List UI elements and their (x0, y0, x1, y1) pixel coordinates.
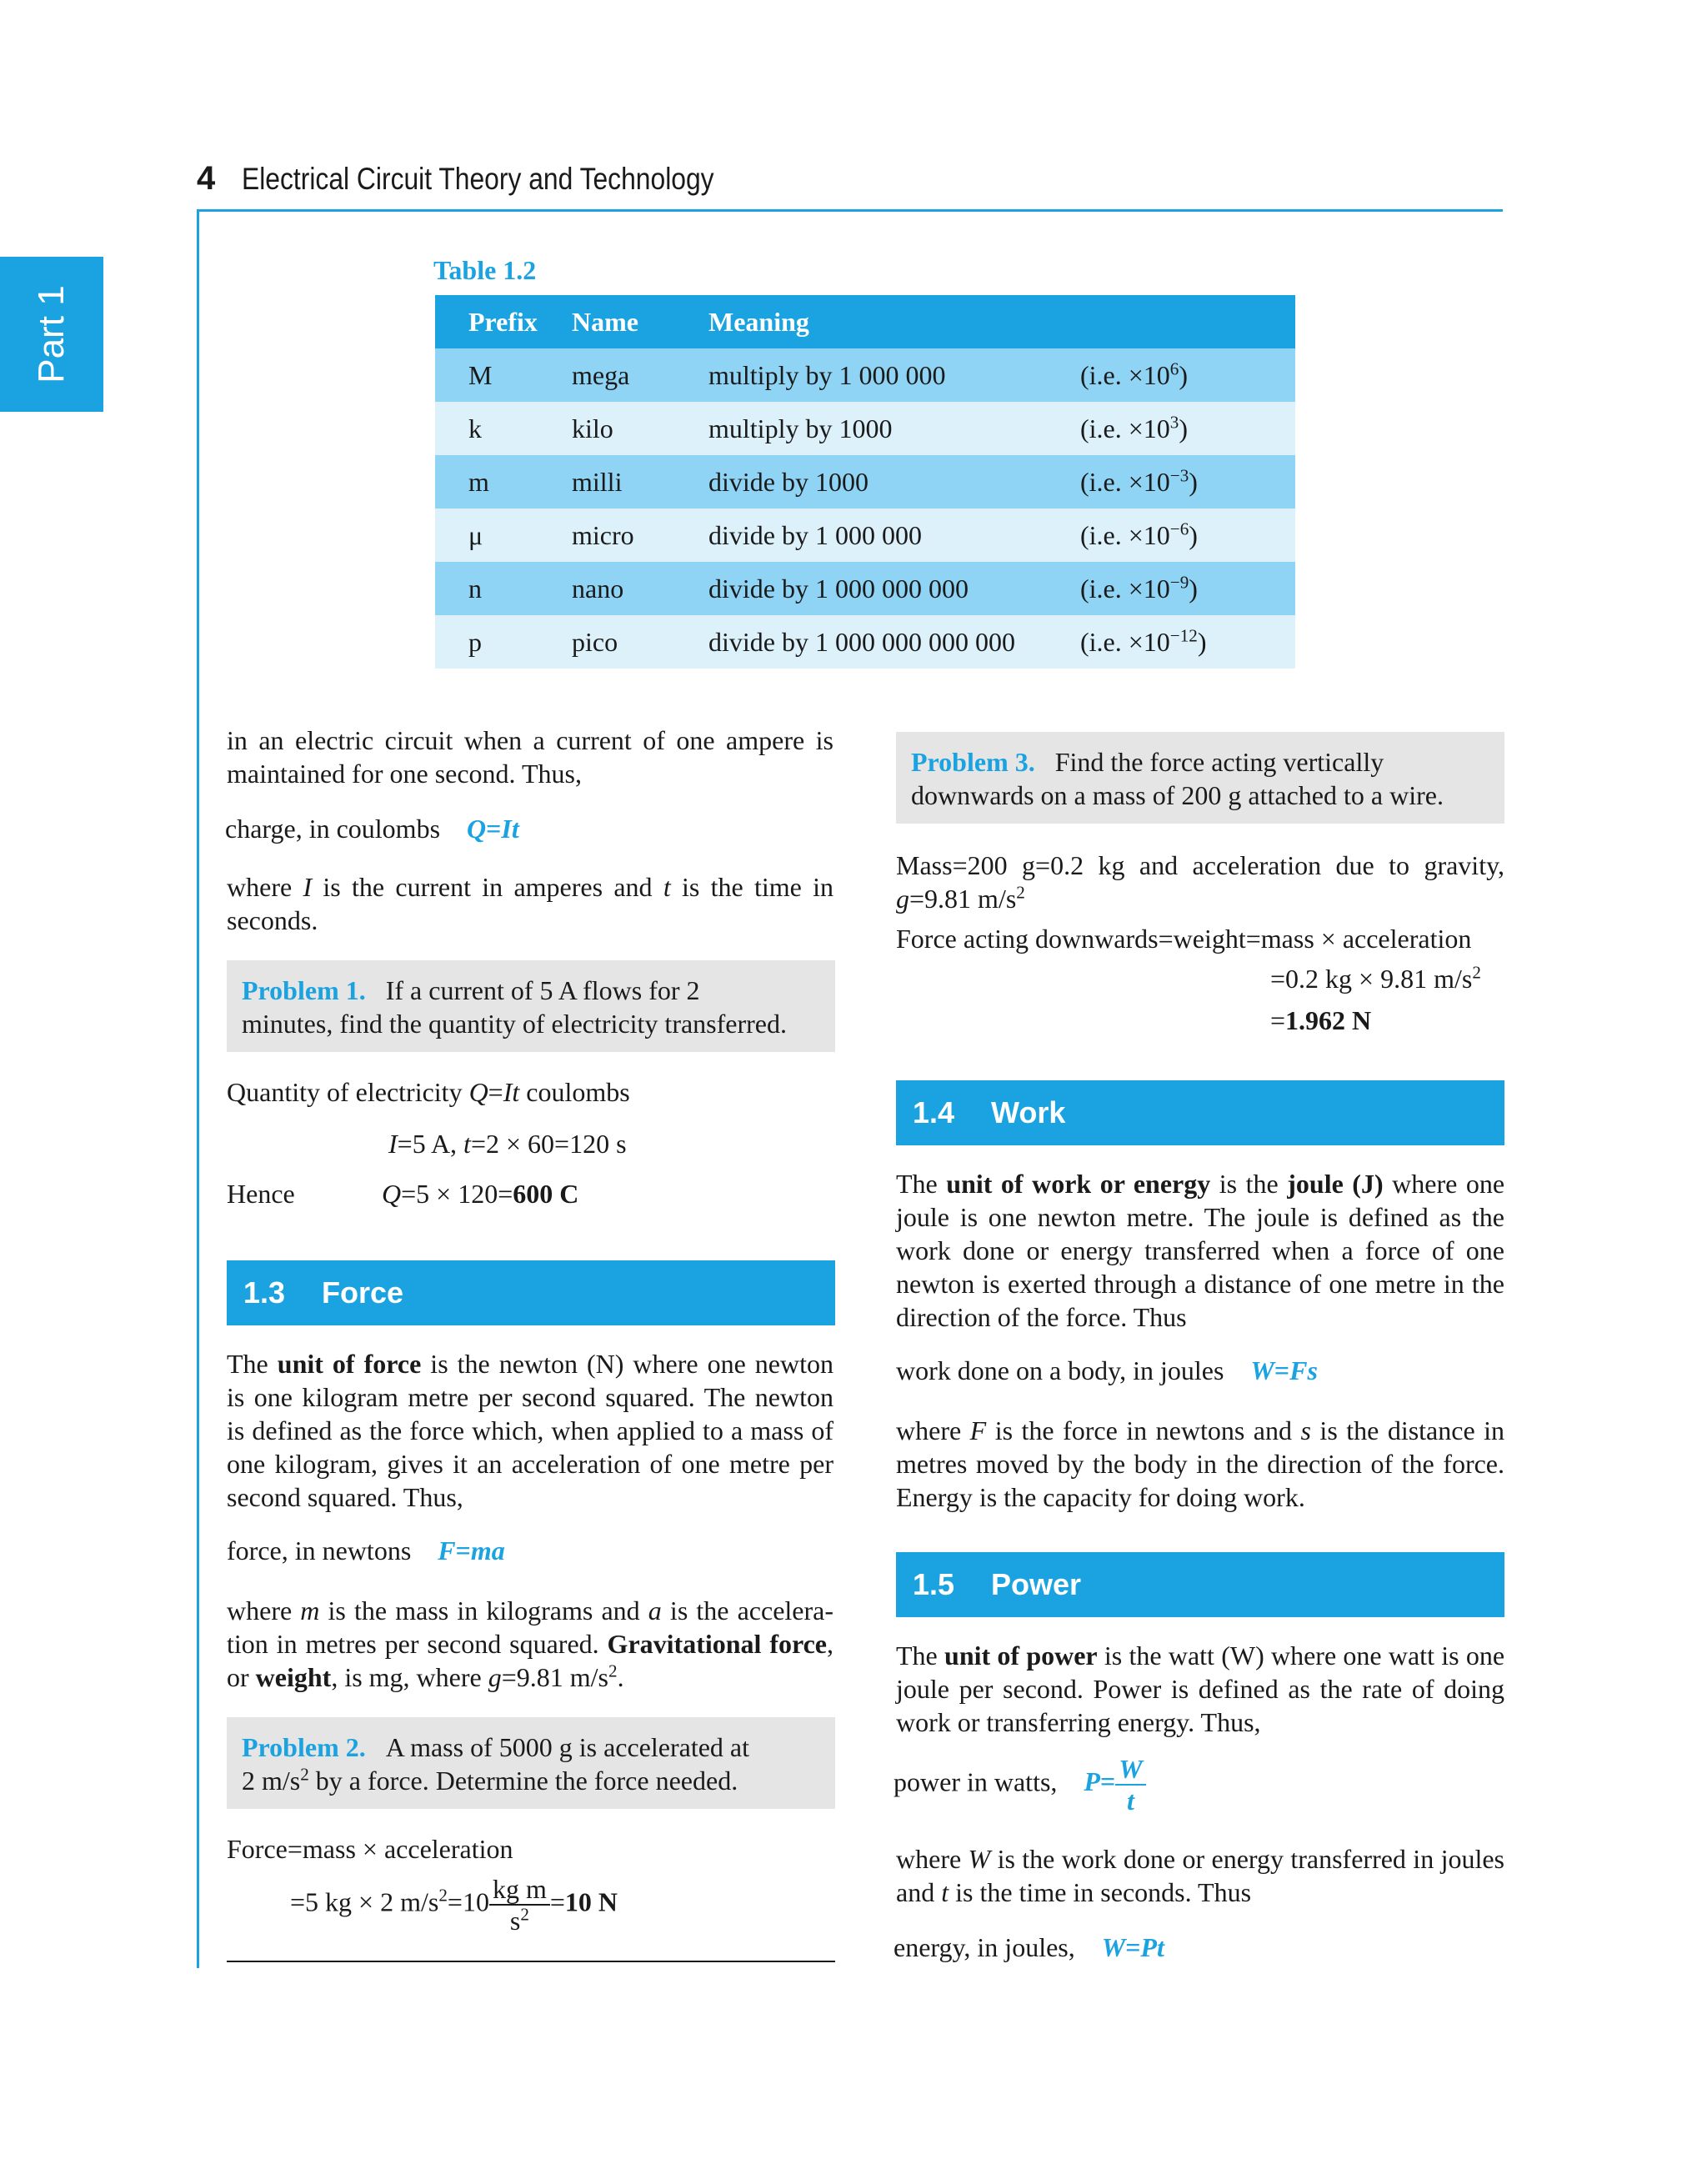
table-cell-name: nano (572, 562, 708, 615)
charge-formula: Q=It (467, 814, 519, 844)
force-paragraph-line-5: second squared. Thus, (227, 1482, 463, 1512)
table-header-blank (1080, 295, 1295, 348)
table-cell-prefix: M (435, 348, 572, 402)
problem-1-label: Problem 1. (242, 975, 366, 1005)
power-exponent: −3 (1169, 464, 1189, 485)
where-work-line-1: where W is the work done or energy transferred in joules (896, 1844, 1505, 1874)
power-fraction: $\frac{W}{t}$ (1115, 1754, 1145, 1816)
force-calc-line: =5 kg × 2 $m/s^2=10$ $\frac{\text{kg m}}{s^2}$ =10 N (290, 1874, 618, 1936)
table-cell-power: (i.e. $\times 10^{-12}$) (1080, 615, 1295, 669)
force-paragraph-line-2: is one kilogram metre per second squared. The newton (227, 1382, 833, 1412)
force-downwards-result: =1.962 N (1270, 1005, 1372, 1035)
column-end-rule (227, 1961, 835, 1962)
table-cell-name: micro (572, 508, 708, 562)
table-cell-name: milli (572, 455, 708, 508)
where-force-line-3: Energy is the capacity for doing work. (896, 1482, 1305, 1512)
work-paragraph-line-1: The unit of work or energy is the joule (J) where one (896, 1169, 1505, 1199)
force-formula-line (227, 1535, 505, 1566)
table-cell-prefix: m (435, 455, 572, 508)
hence-equation: Q=5 × 120=600 C (382, 1179, 579, 1209)
book-title: Electrical Circuit Theory and Technology (242, 162, 714, 196)
work-paragraph-line-3: work done or energy transferred when a force of one (896, 1235, 1504, 1265)
power-paragraph-line-2: joule per second. Power is defined as the rate of doing (896, 1674, 1504, 1704)
work-paragraph-line-4: newton is exerted through a distance of one metre in the (896, 1269, 1504, 1299)
force-downwards-line: Force acting downwards=weight=mass × acceleration (896, 924, 1472, 954)
header-rule (197, 209, 1503, 212)
table-row (435, 562, 1295, 615)
table-cell-power: (i.e. $\times 10^6$) (1080, 348, 1295, 402)
power-paragraph-line-3: work or transferring energy. Thus, (896, 1707, 1261, 1737)
table-row (435, 348, 1295, 402)
table-header-row (435, 295, 1295, 348)
table-cell-meaning: divide by 1 000 000 (708, 508, 1080, 562)
problem-1-box (227, 960, 835, 1052)
hence-label: Hence (227, 1179, 295, 1209)
force-label: force, in newtons (227, 1535, 412, 1565)
table-header-prefix: Prefix (435, 295, 572, 348)
force-paragraph-line-1: The unit of force is the newton (N) where one newton (227, 1349, 834, 1379)
table-cell-meaning: multiply by 1000 (708, 402, 1080, 455)
section-title: Work (991, 1095, 1066, 1130)
force-downwards-calc: =0.2 kg × 9.81 $m/s^2$ (1270, 962, 1481, 994)
energy-formula: W=Pt (1101, 1932, 1164, 1962)
section-1-5-header (896, 1552, 1504, 1617)
force-paragraph-line-3: is defined as the force which, when applied to a mass of (227, 1415, 833, 1445)
work-paragraph-line-5: direction of the force. Thus (896, 1302, 1187, 1332)
work-formula: W=Fs (1250, 1355, 1318, 1385)
power-formula: P= $\frac{W}{t}$ (1084, 1766, 1145, 1796)
table-row (435, 615, 1295, 669)
where-force-line-1: where F is the force in newtons and s is the distance in (896, 1415, 1505, 1445)
where-current-line-2: seconds. (227, 905, 318, 935)
table-cell-prefix: k (435, 402, 572, 455)
work-formula-line (896, 1355, 1318, 1386)
table-row (435, 402, 1295, 455)
table-cell-prefix: p (435, 615, 572, 669)
section-number: 1.3 (243, 1275, 286, 1310)
page-number: 4 (197, 160, 216, 197)
quantity-line: Quantity of electricity Q=It coulombs (227, 1077, 630, 1107)
where-mass-line-1: where m is the mass in kilograms and a is the accelera- (227, 1595, 834, 1625)
intro-line-2: maintained for one second. Thus, (227, 759, 582, 789)
problem-2-text: Problem 2. A mass of 5000 g is accelerated at 2 $m/s^2$ by a force. Determine the force needed. (242, 1732, 750, 1796)
table-cell-name: mega (572, 348, 708, 402)
margin-rule (197, 209, 199, 1968)
mass-line-2: g=9.81 $m/s^2$ (896, 882, 1025, 914)
table-cell-power: (i.e. $\times 10^3$) (1080, 402, 1295, 455)
table-cell-prefix: n (435, 562, 572, 615)
table-cell-name: kilo (572, 402, 708, 455)
table-cell-power: (i.e. $\times 10^{-6}$) (1080, 508, 1295, 562)
power-label: power in watts, (894, 1766, 1058, 1797)
table-cell-meaning: divide by 1 000 000 000 000 (708, 615, 1080, 669)
problem-3-box (896, 732, 1504, 824)
where-work-line-2: and t is the time in seconds. Thus (896, 1877, 1252, 1907)
table-cell-meaning: divide by 1000 (708, 455, 1080, 508)
table-row (435, 455, 1295, 508)
table-cell-meaning: multiply by 1 000 000 (708, 348, 1080, 402)
table-cell-power: (i.e. $\times 10^{-9}$) (1080, 562, 1295, 615)
intro-line-1: in an electric circuit when a current of one ampere is (227, 725, 833, 755)
energy-formula-line (894, 1932, 1164, 1963)
problem-3-text: Problem 3. Find the force acting vertically downwards on a mass of 200 g attached to a wire. (911, 747, 1444, 810)
work-label: work done on a body, in joules (896, 1355, 1224, 1385)
section-number: 1.4 (913, 1095, 955, 1130)
where-mass-line-2: tion in metres per second squared. Gravitational force, (227, 1629, 833, 1659)
table-cell-meaning: divide by 1 000 000 000 (708, 562, 1080, 615)
force-paragraph-line-4: one kilogram, gives it an acceleration of one metre per (227, 1449, 833, 1479)
part-tab-label: Part 1 (31, 285, 72, 383)
where-mass-line-3: or weight, is mg, where g=9.81 $m/s^2$. (227, 1661, 624, 1692)
work-paragraph-line-2: joule is one newton metre. The joule is defined as the (896, 1202, 1504, 1232)
power-paragraph-line-1: The unit of power is the watt (W) where one watt is one (896, 1641, 1505, 1671)
energy-label: energy, in joules, (894, 1932, 1075, 1962)
table-header-name: Name (572, 295, 708, 348)
part-tab (0, 257, 103, 412)
force-formula: F=ma (438, 1535, 505, 1565)
table-cell-prefix: μ (435, 508, 572, 562)
where-current-line-1: where I is the current in amperes and t is the time in (227, 872, 834, 902)
power-exponent: −12 (1169, 624, 1198, 645)
current-time-line: I=5 A, t=2 × 60=120 s (388, 1129, 627, 1159)
charge-label: charge, in coulombs (225, 814, 441, 844)
table-caption: Table 1.2 (433, 255, 537, 285)
table-header-meaning: Meaning (708, 295, 1080, 348)
charge-formula-line (225, 814, 519, 844)
mass-line-1: Mass=200 g=0.2 kg and acceleration due to gravity, (896, 850, 1504, 880)
power-exponent: 6 (1169, 358, 1179, 378)
section-title: Force (322, 1275, 404, 1310)
section-title: Power (991, 1567, 1082, 1601)
section-1-4-header (896, 1080, 1504, 1145)
table-cell-name: pico (572, 615, 708, 669)
problem-3-label: Problem 3. (911, 747, 1035, 777)
power-formula-line (894, 1754, 1146, 1816)
section-number: 1.5 (913, 1567, 955, 1601)
power-exponent: 3 (1169, 411, 1179, 432)
power-exponent: −9 (1169, 571, 1189, 592)
power-exponent: −6 (1169, 518, 1189, 538)
table-row (435, 508, 1295, 562)
problem-1-text: Problem 1. If a current of 5 A flows for 2 minutes, find the quantity of electricity transferred. (242, 975, 787, 1039)
table-cell-power: (i.e. $\times 10^{-3}$) (1080, 455, 1295, 508)
force-mass-line: Force=mass × acceleration (227, 1834, 513, 1864)
problem-2-label: Problem 2. (242, 1732, 366, 1762)
prefix-table (435, 295, 1295, 669)
section-1-3-header (227, 1260, 835, 1325)
where-force-line-2: metres moved by the body in the direction of the force. (896, 1449, 1504, 1479)
problem-2-box (227, 1717, 835, 1809)
units-fraction: $\frac{\text{kg m}}{s^2}$ (489, 1874, 550, 1936)
